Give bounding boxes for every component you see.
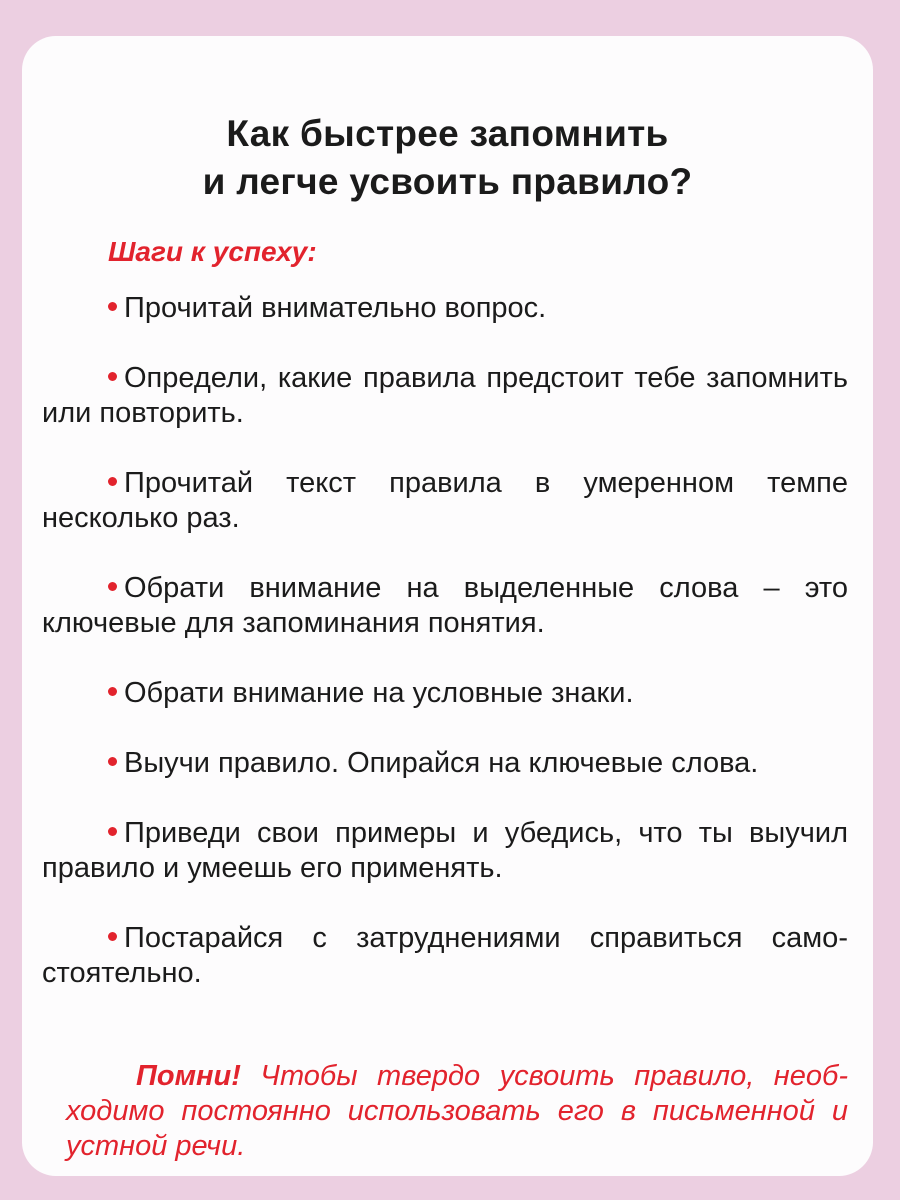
step-text: Выучи правило. Опирайся на ключевые слова.	[124, 747, 759, 779]
remember-note	[66, 1059, 848, 1164]
bullet-icon	[108, 687, 117, 696]
page-title	[22, 110, 873, 206]
bullet-icon	[108, 827, 117, 836]
list-item	[42, 291, 848, 326]
list-item	[42, 746, 848, 781]
list-item	[42, 571, 848, 641]
step-text: Определи, какие правила предстоит тебе запомнить или повторить.	[42, 362, 848, 429]
list-item	[42, 466, 848, 536]
bullet-icon	[108, 302, 117, 311]
bullet-icon	[108, 477, 117, 486]
list-item	[42, 361, 848, 431]
step-text: Обрати внимание на условные знаки.	[124, 677, 634, 709]
step-text: Приведи свои примеры и убедись, что ты выучил правило и умеешь его применять.	[42, 817, 848, 884]
title-line-1: Как быстрее запомнить	[226, 113, 669, 154]
step-text: Постарайся с затруднениями справиться самостоятельно.	[42, 922, 848, 989]
step-text: Прочитай внимательно вопрос.	[124, 292, 547, 324]
bullet-icon	[108, 372, 117, 381]
rule-card	[22, 36, 873, 1176]
step-text: Обрати внимание на выделенные слова – это ключевые для запоминания понятия.	[42, 572, 848, 639]
list-item	[42, 816, 848, 886]
step-text: Прочитай текст правила в умеренном темпе несколько раз.	[42, 467, 848, 534]
steps-heading: Шаги к успеху:	[108, 236, 317, 267]
remember-label: Помни!	[136, 1060, 241, 1092]
list-item	[42, 676, 848, 711]
title-line-2: и легче усвоить правило?	[202, 161, 693, 202]
bullet-icon	[108, 757, 117, 766]
list-item	[42, 921, 848, 991]
bullet-icon	[108, 582, 117, 591]
remember-text: Чтобы твердо усвоить правило, необходимо постоянно использовать его в письменной и устной речи.	[66, 1060, 848, 1162]
bullet-icon	[108, 932, 117, 941]
